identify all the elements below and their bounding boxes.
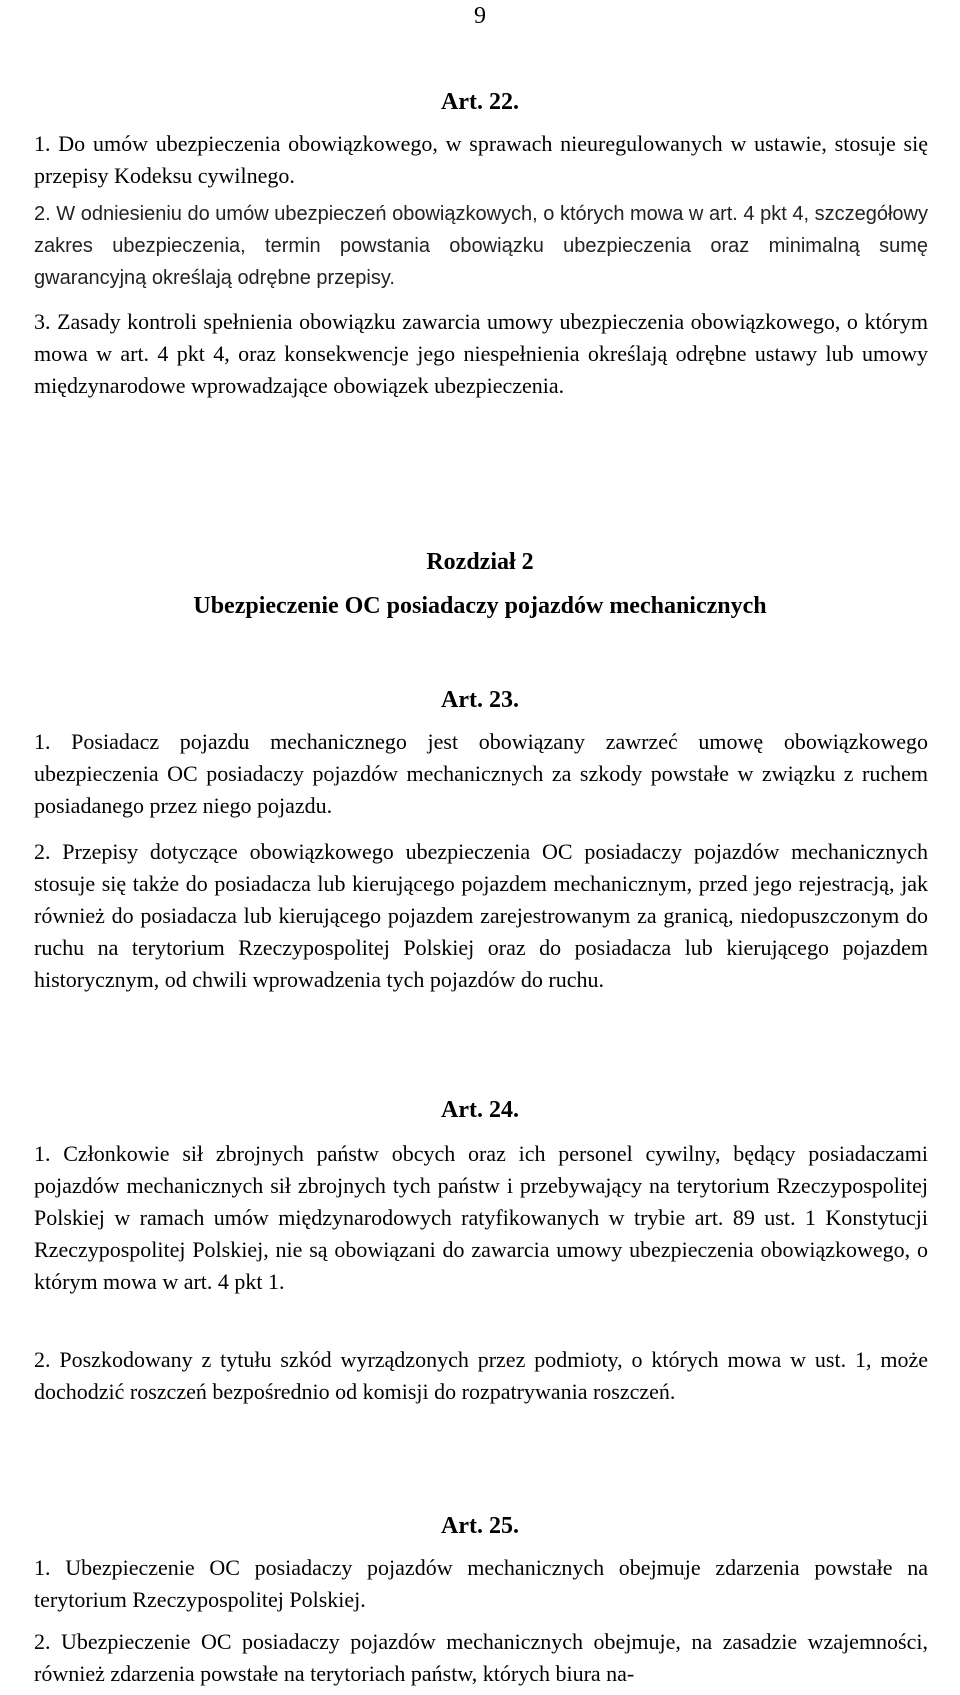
article-23-paragraph-1: 1. Posiadacz pojazdu mechanicznego jest obowiązany zawrzeć umowę obowiązkowego ubezpieczenia OC posiadaczy pojazdów mechanicznych za szkody powstałe w związku z ruchem posiadanego przez niego pojazdu.: [34, 729, 928, 818]
page-number: 9: [474, 3, 486, 29]
chapter-subtitle: Ubezpieczenie OC posiadaczy pojazdów mechanicznych: [193, 593, 767, 619]
article-23-paragraph-2: 2. Przepisy dotyczące obowiązkowego ubezpieczenia OC posiadaczy pojazdów mechanicznych stosuje się także do posiadacza lub kierującego pojazdem mechanicznym, przed jego rejestracją, jak również do posiadacza lub kierującego pojazdem zarejestrowanym za granicą, niedopuszczonym do ruchu na terytorium Rzeczypospolitej Polskiej oraz do posiadacza lub kierującego pojazdem historycznym, od chwili wprowadzenia tych pojazdów do ruchu.: [34, 839, 928, 992]
article-22-paragraph-2: 2. W odniesieniu do umów ubezpieczeń obowiązkowych, o których mowa w art. 4 pkt 4, szczegółowy zakres ubezpieczenia, termin powstania obowiązku ubezpieczenia oraz minimalną sumę gwarancyjną określają odrębne przepisy.: [34, 203, 928, 289]
article-24-paragraph-2: 2. Poszkodowany z tytułu szkód wyrządzonych przez podmioty, o których mowa w ust. 1, może dochodzić roszczeń bezpośrednio od komisji do rozpatrywania roszczeń.: [34, 1347, 928, 1404]
article-25-heading: Art. 25.: [441, 1513, 519, 1539]
article-22-paragraph-1: 1. Do umów ubezpieczenia obowiązkowego, w sprawach nieuregulowanych w ustawie, stosuje się przepisy Kodeksu cywilnego.: [34, 131, 928, 188]
chapter-title: Rozdział 2: [426, 549, 534, 575]
article-24-heading: Art. 24.: [441, 1097, 519, 1123]
article-22-paragraph-3: 3. Zasady kontroli spełnienia obowiązku zawarcia umowy ubezpieczenia obowiązkowego, o którym mowa w art. 4 pkt 4, oraz konsekwencje jego niespełnienia określają odrębne ustawy lub umowy międzynarodowe wprowadzające obowiązek ubezpieczenia.: [34, 309, 928, 398]
article-25-paragraph-1: 1. Ubezpieczenie OC posiadaczy pojazdów mechanicznych obejmuje zdarzenia powstałe na terytorium Rzeczypospolitej Polskiej.: [34, 1555, 928, 1612]
article-23-heading: Art. 23.: [441, 687, 519, 713]
article-22-heading: Art. 22.: [441, 89, 519, 115]
article-25-paragraph-2: 2. Ubezpieczenie OC posiadaczy pojazdów mechanicznych obejmuje, na zasadzie wzajemności, również zdarzenia powstałe na terytoriach państw, których biura na-: [34, 1629, 928, 1686]
article-24-paragraph-1: 1. Członkowie sił zbrojnych państw obcych oraz ich personel cywilny, będący posiadaczami pojazdów mechanicznych sił zbrojnych tych państw i przebywający na terytorium Rzeczypospolitej Polskiej w ramach umów międzynarodowych ratyfikowanych w trybie art. 89 ust. 1 Konstytucji Rzeczypospolitej Polskiej, nie są obowiązani do zawarcia umowy ubezpieczenia obowiązkowego, o którym mowa w art. 4 pkt 1.: [34, 1141, 928, 1294]
